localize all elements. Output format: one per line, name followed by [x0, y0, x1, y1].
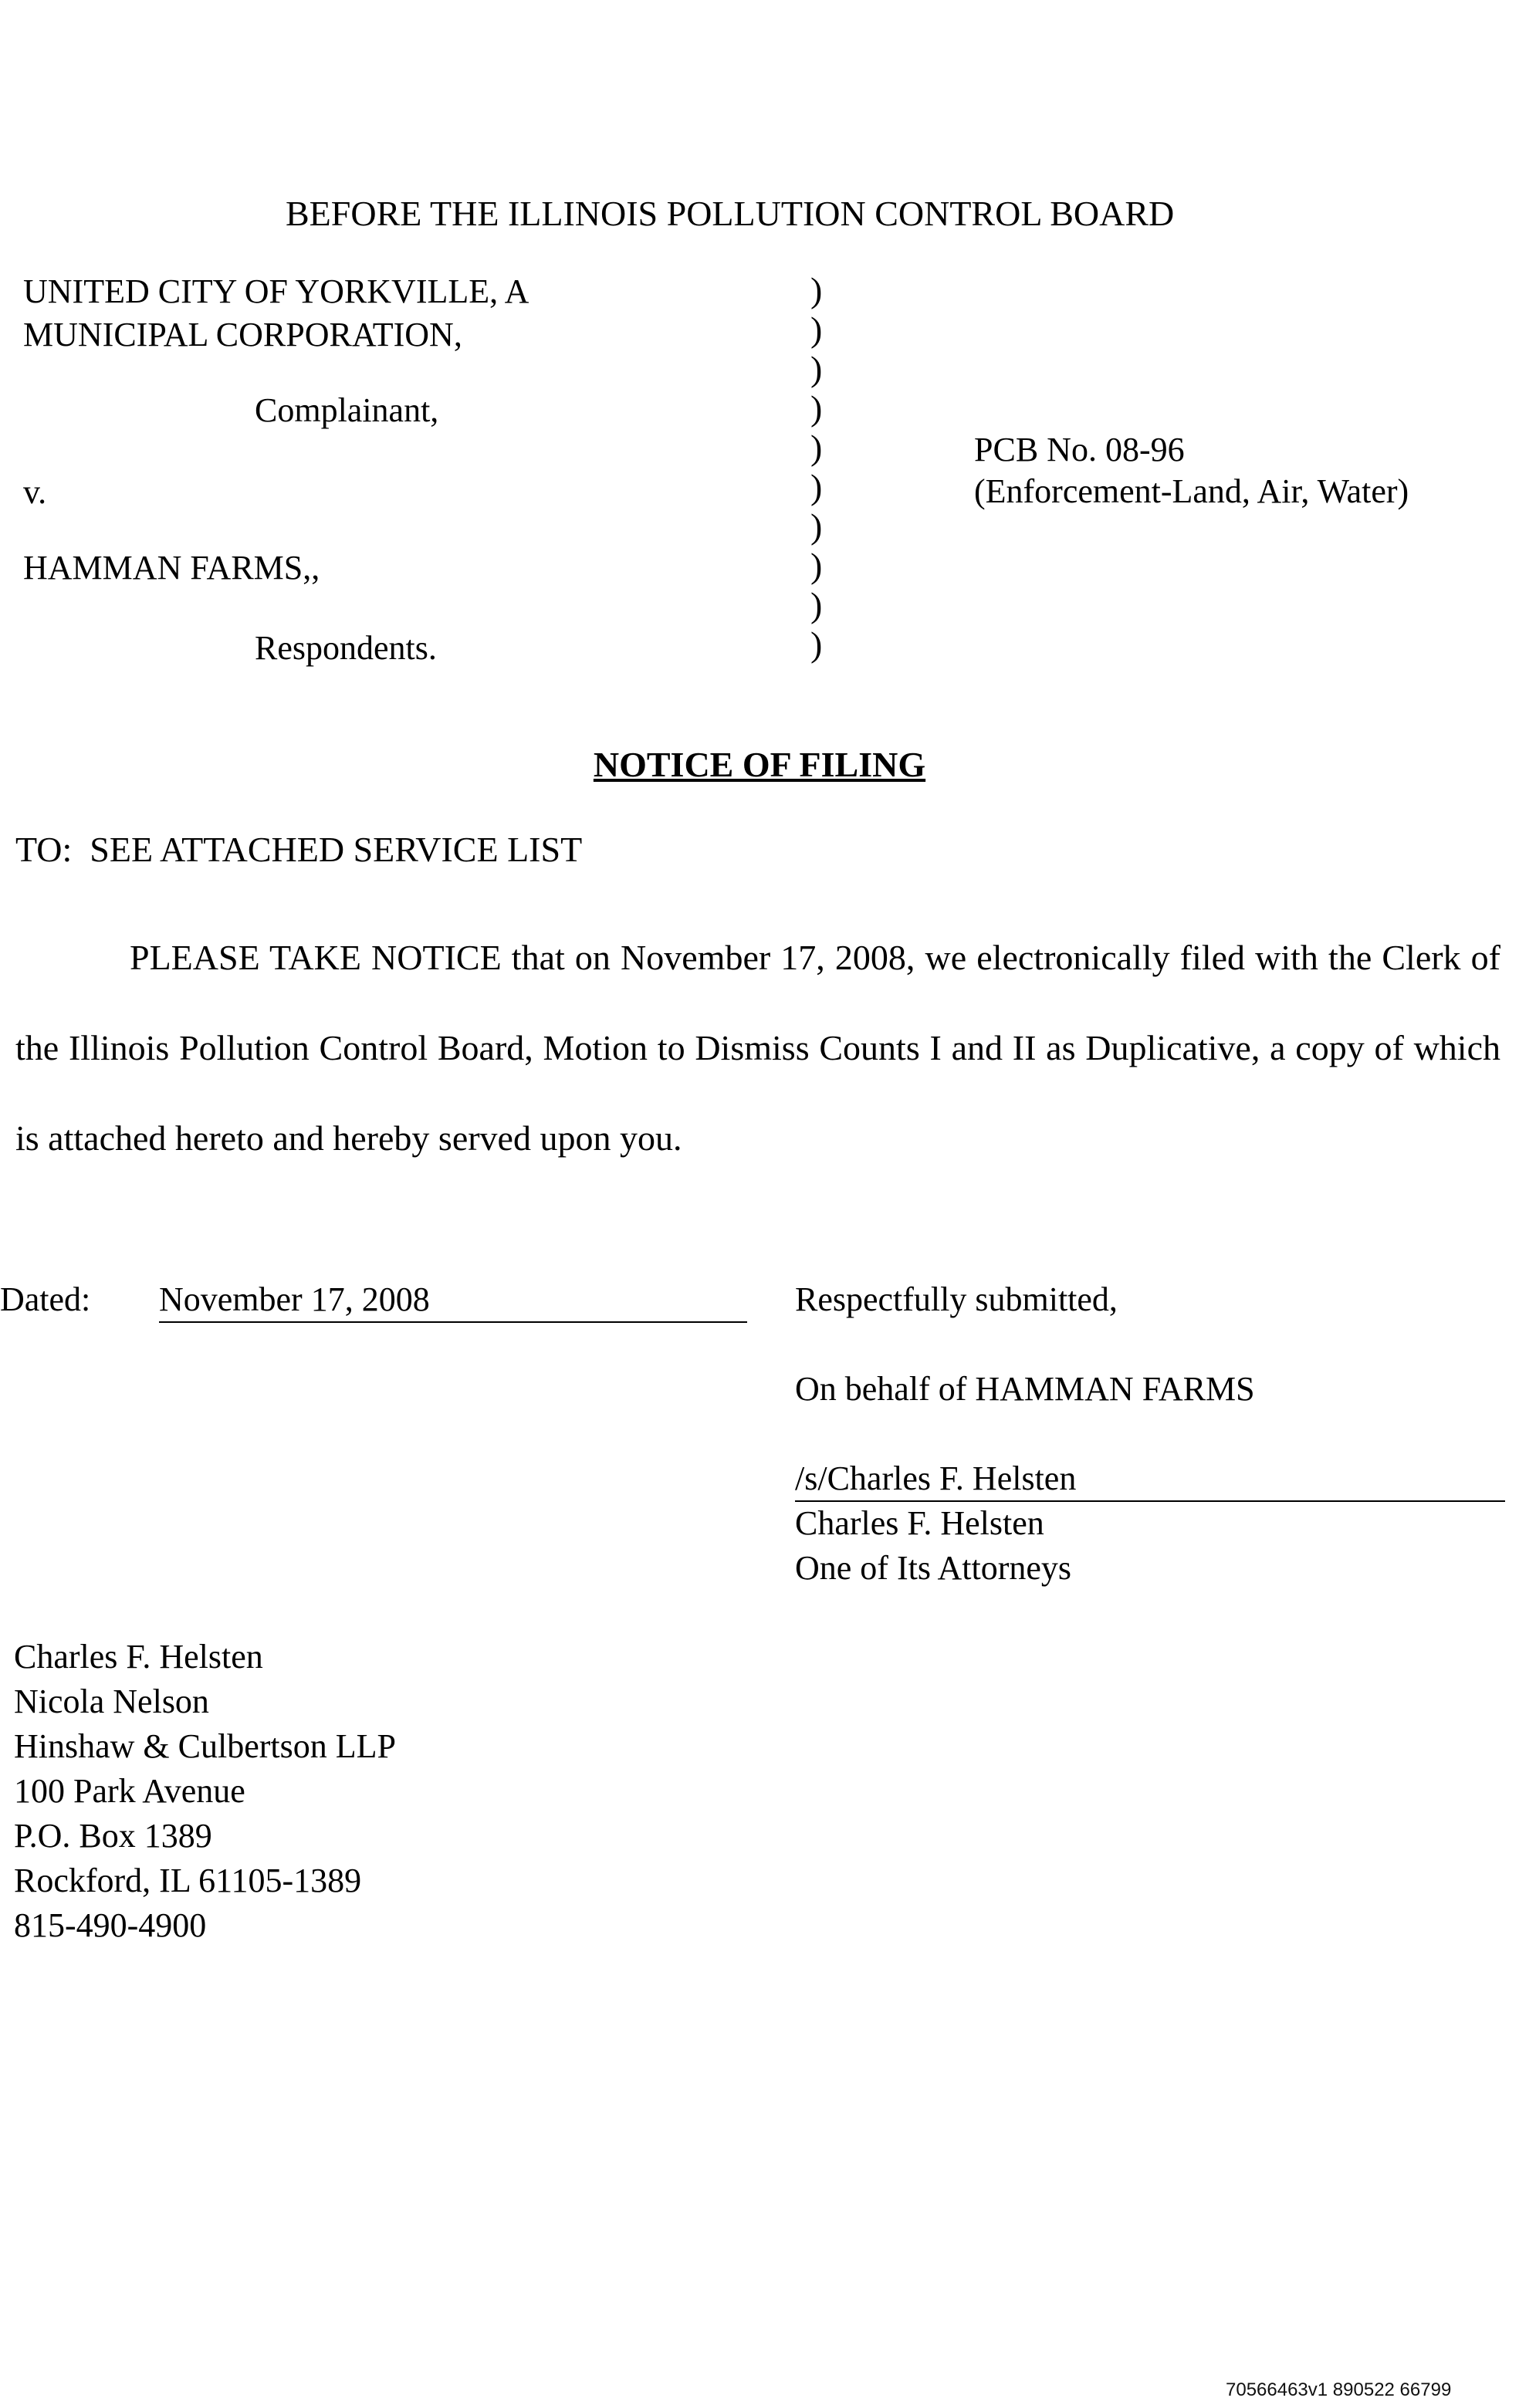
- attorney-line: Hinshaw & Culbertson LLP: [14, 1727, 396, 1765]
- caption-paren: ): [810, 428, 823, 467]
- notice-body: [15, 912, 1500, 1183]
- on-behalf-text: On behalf of HAMMAN FARMS: [795, 1370, 1255, 1408]
- complainant-line: MUNICIPAL CORPORATION,: [23, 316, 462, 353]
- respondent-role: Respondents.: [255, 629, 437, 667]
- caption-paren: ): [810, 388, 823, 428]
- document-id-footer: 70566463v1 890522 66799: [1226, 2379, 1452, 2400]
- service-list-line: TO: SEE ATTACHED SERVICE LIST: [15, 830, 583, 869]
- caption-paren: ): [810, 467, 823, 506]
- respondent-name: HAMMAN FARMS,,: [23, 549, 320, 587]
- case-type: (Enforcement-Land, Air, Water): [974, 472, 1409, 510]
- board-heading: BEFORE THE ILLINOIS POLLUTION CONTROL BOARD: [286, 194, 1175, 233]
- case-number: PCB No. 08-96: [974, 431, 1185, 468]
- dated-label: Dated:: [0, 1280, 91, 1318]
- notice-title: NOTICE OF FILING: [593, 745, 926, 784]
- signer-name: Charles F. Helsten: [795, 1504, 1044, 1542]
- caption-paren: ): [810, 585, 823, 624]
- versus-label: v.: [23, 473, 47, 511]
- signature-line: [795, 1457, 1505, 1502]
- case-info: [974, 429, 1409, 512]
- attorney-line: Rockford, IL 61105-1389: [14, 1862, 362, 1899]
- complainant-line: UNITED CITY OF YORKVILLE, A: [23, 272, 529, 310]
- dated-value: November 17, 2008: [159, 1280, 430, 1318]
- closing-text: Respectfully submitted,: [795, 1280, 1118, 1318]
- dated-value-line: [159, 1278, 747, 1323]
- caption-paren: ): [810, 309, 823, 349]
- complainant-role: Complainant,: [255, 391, 439, 429]
- attorney-line: P.O. Box 1389: [14, 1817, 212, 1855]
- caption-paren-column: [810, 270, 822, 664]
- electronic-signature: /s/Charles F. Helsten: [795, 1459, 1077, 1497]
- caption-paren: ): [810, 349, 823, 388]
- attorney-line: Nicola Nelson: [14, 1683, 209, 1720]
- caption-paren: ): [810, 506, 823, 546]
- caption-paren: ): [810, 546, 823, 585]
- attorney-line: Charles F. Helsten: [14, 1638, 263, 1676]
- notice-paragraph: PLEASE TAKE NOTICE that on November 17, 2008, we electronically filed with the Clerk of the Illinois Pollution Control Board, Motion to Dismiss Counts I and II as Duplicative, a copy of which is attached hereto and hereby served upon you.: [15, 938, 1500, 1158]
- signer-role: One of Its Attorneys: [795, 1549, 1072, 1587]
- attorney-contact-block: [14, 1635, 396, 1948]
- caption-paren: ): [810, 624, 823, 664]
- caption-paren: ): [810, 270, 823, 309]
- complainant-name: [23, 270, 529, 357]
- attorney-line: 100 Park Avenue: [14, 1772, 245, 1810]
- attorney-line: 815-490-4900: [14, 1906, 207, 1944]
